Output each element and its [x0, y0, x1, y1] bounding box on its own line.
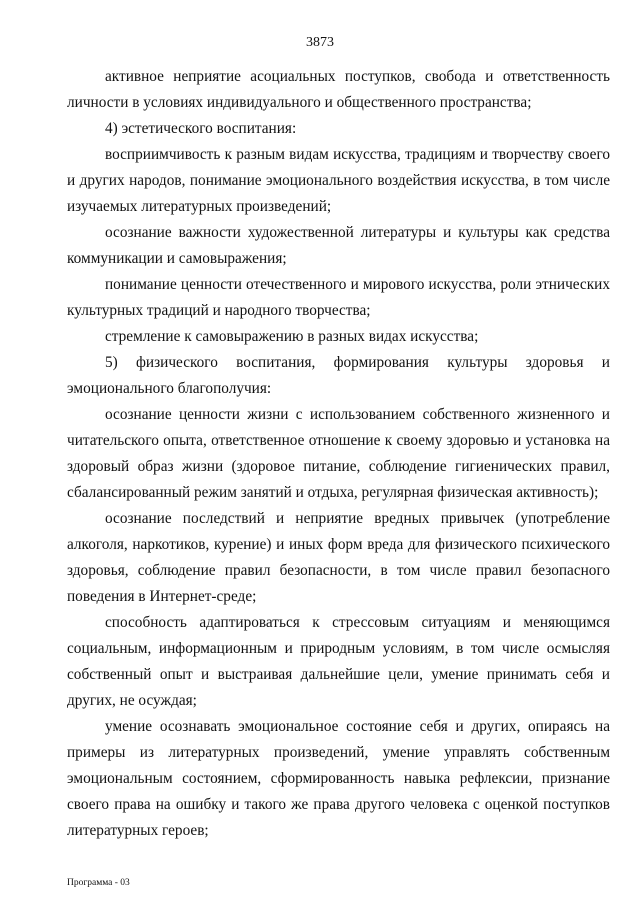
paragraph: восприимчивость к разным видам искусства, традициям и творчеству своего и других народов, понимание эмоционального воздействия искусства, в том числе изучаемых литературных произведений; — [67, 146, 610, 215]
paragraph: способность адаптироваться к стрессовым ситуациям и меняющимся социальным, информационным и природным условиям, в том числе осмысляя собственный опыт и выстраивая дальнейшие цели, умение принимать себя и других, не осуждая; — [67, 614, 610, 709]
paragraph: 4) эстетического воспитания: — [105, 120, 297, 137]
paragraph: активное неприятие асоциальных поступков, свобода и ответственность личности в условиях индивидуального и общественного пространства; — [67, 68, 610, 111]
paragraph: стремление к самовыражению в разных видах искусства; — [105, 328, 479, 345]
document-body — [67, 64, 610, 844]
paragraph: осознание последствий и неприятие вредных привычек (употребление алкоголя, наркотиков, курение) и иных форм вреда для физического психического здоровья, соблюдение правил безопасности, в том числе правил безопасного поведения в Интернет-среде; — [67, 510, 610, 605]
paragraph: осознание ценности жизни с использованием собственного жизненного и читательского опыта, ответственное отношение к своему здоровью и установка на здоровый образ жизни (здоровое питание, соблюдение гигиенических правил, сбалансированный режим занятий и отдыха, регулярная физическая активность); — [67, 406, 610, 501]
paragraph: умение осознавать эмоциональное состояние себя и других, опираясь на примеры из литературных произведений, умение управлять собственным эмоциональным состоянием, сформированность навыка рефлексии, признание своего права на ошибку и такого же права другого человека с оценкой поступков литературных героев; — [67, 718, 610, 839]
page-number: 3873 — [306, 35, 334, 50]
footer-label: Программа - 03 — [67, 878, 130, 888]
paragraph: 5) физического воспитания, формирования культуры здоровья и эмоционального благополучия: — [67, 354, 610, 397]
paragraph: осознание важности художественной литературы и культуры как средства коммуникации и самовыражения; — [67, 224, 610, 267]
paragraph: понимание ценности отечественного и мирового искусства, роли этнических культурных традиций и народного творчества; — [67, 276, 610, 319]
